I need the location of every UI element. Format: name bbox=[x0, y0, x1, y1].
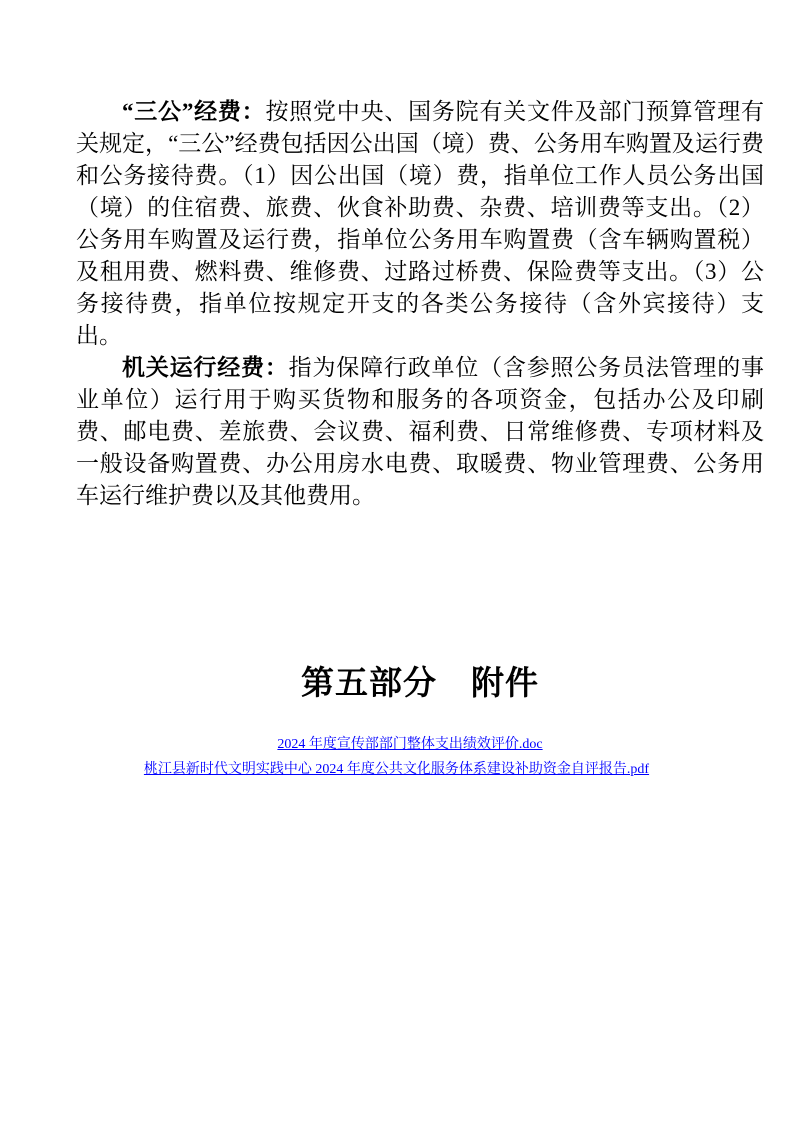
attachment-links-block bbox=[0, 732, 793, 782]
section-heading-part-five-attachments: 第五部分 附件 bbox=[301, 666, 539, 702]
paragraph-body-three-public-funds: 按照党中央、国务院有关文件及部门预算管理有关规定，“三公”经费包括因公出国（境）费、公务用车购置及运行费和公务接待费。（1）因公出国（境）费，指单位工作人员公务出国（境）的住宿费、旅费、伙食补助费、杂费、培训费等支出。（2）公务用车购置及运行费，指单位公务用车购置费（含车辆购置税）及租用费、燃料费、维修费、过路过桥费、保险费等支出。（3）公务接待费，指单位按规定开支的各类公务接待（含外宾接待）支出。 bbox=[76, 99, 765, 348]
body-text-block bbox=[76, 96, 764, 512]
paragraph-agency-operating-funds bbox=[76, 352, 764, 512]
paragraph-lead-three-public-funds: “三公”经费： bbox=[122, 99, 266, 124]
attachment-link-doc[interactable]: 2024 年度宣传部部门整体支出绩效评价.doc bbox=[277, 737, 543, 752]
paragraph-three-public-funds bbox=[76, 96, 764, 352]
paragraph-body-agency-operating-funds: 指为保障行政单位（含参照公务员法管理的事业单位）运行用于购买货物和服务的各项资金，包括办公及印刷费、邮电费、差旅费、会议费、福利费、日常维修费、专项材料及一般设备购置费、办公用房水电费、取暖费、物业管理费、公务用车运行维护费以及其他费用。 bbox=[76, 355, 765, 508]
attachment-line bbox=[0, 757, 793, 782]
paragraph-lead-agency-operating-funds: 机关运行经费： bbox=[122, 355, 289, 380]
attachment-link-pdf[interactable]: 桃江县新时代文明实践中心 2024 年度公共文化服务体系建设补助资金自评报告.pdf bbox=[143, 762, 650, 777]
attachment-line bbox=[0, 732, 793, 757]
